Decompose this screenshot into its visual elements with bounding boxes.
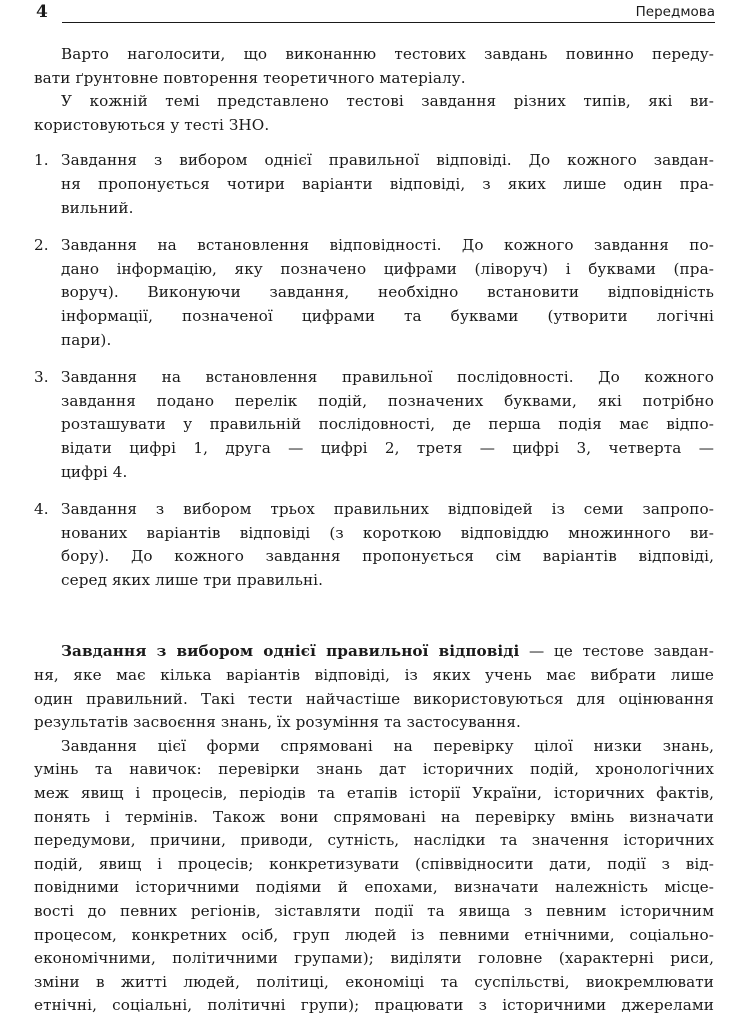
header-rule	[62, 22, 715, 23]
text-line: воруч). Виконуючи завдання, необхідно встановити відповідність	[61, 283, 714, 302]
text-line: серед яких лише три правильні.	[61, 570, 324, 589]
list-item-number: 4.	[34, 500, 49, 519]
intro-paragraph-1	[34, 43, 714, 90]
section-paragraph-1	[34, 640, 714, 734]
text-line: вильний.	[61, 198, 134, 217]
text-line: вати ґрунтовне повторення теоретичного матеріалу.	[34, 68, 466, 87]
text-line: Варто наголосити, що виконанню тестових завдань повинно переду-	[61, 45, 714, 63]
text-line: понять і термінів. Також вони спрямовані на перевірку вмінь визначати	[34, 807, 714, 826]
text-line: цифрі 4.	[61, 462, 128, 481]
text-line: Завдання на встановлення відповідності. До кожного завдання по-	[61, 236, 714, 255]
page-header	[36, 0, 715, 26]
text-line: меж явищ і процесів, періодів та етапів історії України, історичних фактів,	[34, 784, 714, 803]
text-line: користовуються у тесті ЗНО.	[34, 115, 270, 134]
list-item	[34, 149, 714, 220]
text-line: дано інформацію, яку позначено цифрами (ліворуч) і буквами (пра-	[61, 259, 714, 278]
text-line: завдання подано перелік подій, позначених буквами, які потрібно	[61, 391, 714, 410]
list-item-number: 3.	[34, 368, 49, 387]
text-line: подій, явищ і процесів; конкретизувати (співвідносити дати, події з від-	[34, 854, 714, 873]
text-line: інформації, позначеної цифрами та буквами (утворити логічні	[61, 306, 714, 325]
text-fragment: — це тестове завдан-	[519, 642, 714, 661]
text-line: розташувати у правильній послідовності, де перша подія має відпо-	[61, 415, 714, 434]
text-line: Завдання цієї форми спрямовані на перевірку цілої низки знань,	[61, 736, 714, 755]
text-line: повідними історичними подіями й епохами, визначати належність місце-	[34, 878, 714, 897]
text-line: Завдання з вибором трьох правильних відповідей із семи запропо-	[61, 500, 714, 519]
list-item-number: 2.	[34, 236, 49, 255]
text-line: процесом, конкретних осіб, груп людей із певними етнічними, соціально-	[34, 925, 714, 944]
text-line: результатів засвоєння знань, їх розуміння та застосування.	[34, 713, 521, 732]
list-item-number: 1.	[34, 151, 49, 170]
text-line: ня, яке має кілька варіантів відповіді, із яких учень має вибрати лише	[34, 666, 714, 685]
running-title: Передмова	[628, 4, 715, 20]
text-line: зміни в житті людей, політиці, економіці та суспільстві, виокремлювати	[34, 972, 714, 991]
text-line	[34, 640, 714, 664]
page-number: 4	[36, 2, 48, 22]
intro-paragraph-2	[34, 90, 714, 137]
page-body	[34, 43, 714, 1018]
text-line: економічними, політичними групами); виділяти головне (характерні риси,	[34, 949, 714, 968]
text-line: Завдання з вибором однієї правильної відповіді. До кожного завдан-	[61, 151, 714, 170]
text-line: нованих варіантів відповіді (з короткою відповіддю множинного ви-	[61, 523, 714, 542]
list-item	[34, 498, 714, 592]
text-line: етнічні, соціальні, політичні групи); працювати з історичними джерелами	[34, 996, 714, 1015]
list-item	[34, 366, 714, 484]
section-paragraph-2	[34, 735, 714, 1018]
text-line: передумови, причини, приводи, сутність, наслідки та значення історичних	[34, 831, 714, 850]
text-line: бору). До кожного завдання пропонується сім варіантів відповіді,	[61, 547, 714, 566]
text-line: У кожній темі представлено тестові завдання різних типів, які ви-	[61, 92, 714, 111]
text-line: умінь та навичок: перевірки знань дат історичних подій, хронологічних	[34, 760, 714, 779]
text-line: відати цифрі 1, друга — цифрі 2, третя — цифрі 3, четверта —	[61, 438, 714, 457]
task-types-list	[34, 149, 714, 592]
text-line: вості до певних регіонів, зіставляти події та явища з певним історичним	[34, 902, 714, 920]
text-line: ня пропонується чотири варіанти відповіді, з яких лише один пра-	[61, 174, 714, 193]
bold-term: Завдання з вибором однієї правильної відповіді	[61, 642, 520, 661]
text-line: Завдання на встановлення правильної послідовності. До кожного	[61, 368, 714, 387]
text-line: один правильний. Такі тести найчастіше використовуються для оцінювання	[34, 689, 714, 708]
text-line: пари).	[61, 330, 112, 349]
list-item	[34, 234, 714, 352]
